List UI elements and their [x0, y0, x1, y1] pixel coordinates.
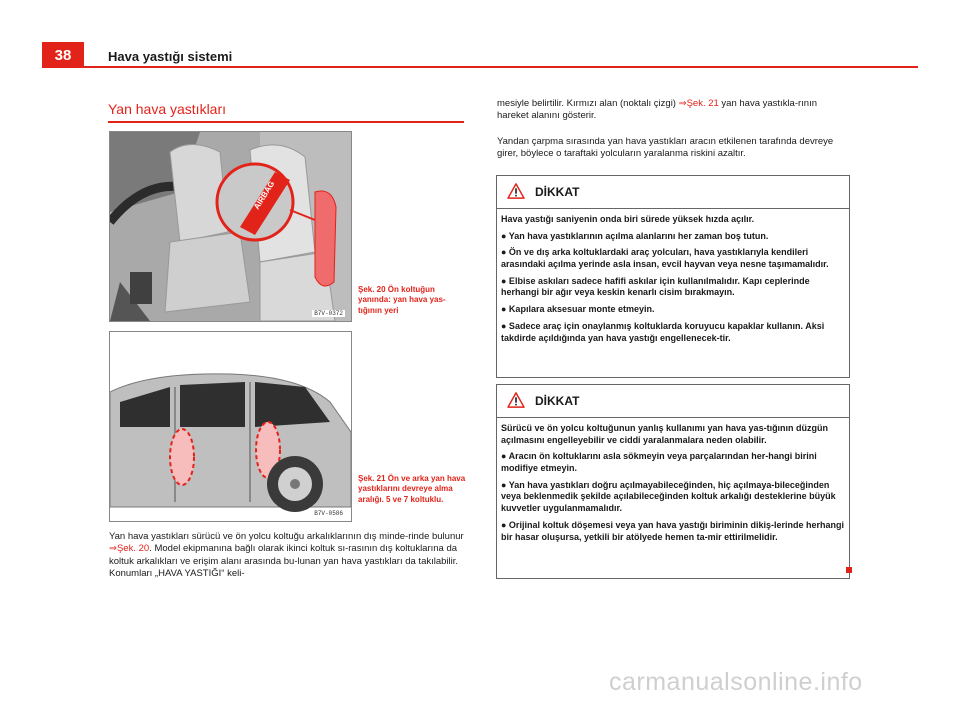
figure-reference-link[interactable]: ⇒Şek. 20	[109, 543, 150, 555]
watermark: carmanualsonline.info	[609, 668, 863, 696]
warning-title: DİKKAT	[535, 394, 580, 408]
warning-line: Hava yastığı saniyenin onda biri sürede yüksek hızda açılır.	[501, 214, 755, 224]
figure-caption: Şek. 20 Ön koltuğun yanında: yan hava yas-tığının yeri	[358, 285, 446, 315]
warning-body	[497, 209, 849, 344]
warning-box	[496, 384, 850, 579]
warning-bullet: ● Sadece araç için onaylanmış koltuklarda koruyucu kapaklar kullanın. Aksi takdirde açıldığında yan hava yastığı engellenecek-tir.	[501, 320, 825, 343]
warning-bullet: ● Aracın ön koltuklarını asla sökmeyin veya parçalarından her-hangi birini modifiye etmeyin.	[501, 451, 817, 474]
paragraph-text: mesiyle belirtilir. Kırmızı alan (noktalı çizgi)	[497, 98, 679, 109]
warning-header	[497, 176, 849, 209]
chapter-title: Hava yastığı sistemi	[108, 49, 233, 64]
left-paragraph	[109, 531, 469, 580]
car-illustration	[110, 332, 351, 521]
right-paragraph	[497, 98, 849, 123]
right-paragraph: Yandan çarpma sırasında yan hava yastıkları aracın etkilenen tarafında devreye girer, böylece o taraftaki yolcuların yaralanma riskini azaltır.	[497, 136, 834, 160]
page-number: 38	[42, 42, 84, 68]
figure-car-side	[109, 331, 352, 522]
paragraph-text: . Model ekipmanına bağlı olarak ikinci koltuk sı-rasının dış koltuklarına da koltuk arkalıkları ve erişim alanı arasında bu-lunan yan hava yastıkları da takılabilir. Konumları „HAVA YASTIĞI“ keli-	[109, 543, 459, 580]
airbag-label: AIRBAG	[252, 179, 277, 212]
warning-bullet: ● Ön ve dış arka koltuklardaki araç yolcuları, hava yastıklarıyla kendileri arasındaki açılma yerinde asla insan, evcil hayvan veya nesne taşımamalıdır.	[501, 247, 829, 270]
figure-caption: Şek. 21 Ön ve arka yan hava yastıklarını devreye alma aralığı. 5 ve 7 koltuklu.	[358, 474, 466, 504]
warning-bullet: ● Yan hava yastıklarının açılma alanlarını her zaman boş tutun.	[501, 230, 769, 241]
warning-body	[497, 418, 849, 543]
paragraph-text: Yan hava yastıkları sürücü ve ön yolcu koltuğu arkalıklarının dış minde-rinde bulunur	[109, 531, 464, 542]
warning-bullet: ● Elbise askıları sadece hafifi askılar için kullanılmalıdır. Kapı ceplerinde herhangi bir ağır veya keskin kenarlı cisim bırakmayın.	[501, 275, 810, 298]
warning-title: DİKKAT	[535, 185, 580, 199]
figure-seat-airbag	[109, 131, 352, 322]
figure-reference-link[interactable]: ⇒Şek. 21	[678, 98, 719, 109]
warning-box	[496, 175, 850, 378]
figure-code: B7V-0372	[314, 310, 343, 317]
seat-illustration	[110, 132, 351, 321]
warning-triangle-icon	[507, 392, 525, 408]
warning-triangle-icon	[507, 183, 525, 199]
figure-code: B7V-0586	[314, 510, 343, 517]
warning-line: Sürücü ve ön yolcu koltuğunun yanlış kullanımı yan hava yas-tığının düzgün açılmasını engelleyebilir ve ciddi yaralanmalara neden olabilir.	[501, 423, 829, 445]
warning-bullet: ● Yan hava yastıkları doğru açılmayabileceğinden, hiç açılmaya-bileceğinden veya beklenmedik şekilde açılabileceğinden koltuk arkalığı desteklerine büyük kuvvetler uygulanmamalıdır.	[501, 479, 836, 514]
section-title: Yan hava yastıkları	[108, 101, 227, 117]
section-end-marker	[846, 567, 852, 573]
warning-bullet: ● Kapılara aksesuar monte etmeyin.	[501, 304, 655, 315]
paragraph-text: yan hava yastıkla-rının hareket alanını gösterir.	[497, 98, 818, 122]
warning-header	[497, 385, 849, 418]
header-rule	[84, 66, 918, 68]
section-rule	[108, 121, 464, 123]
warning-bullet: ● Orijinal koltuk döşemesi veya yan hava yastığı biriminin dikiş-lerinde herhangi bir hasar oluşursa, yetkili bir atölyede hemen ta-mir ettirilmelidir.	[501, 519, 845, 542]
